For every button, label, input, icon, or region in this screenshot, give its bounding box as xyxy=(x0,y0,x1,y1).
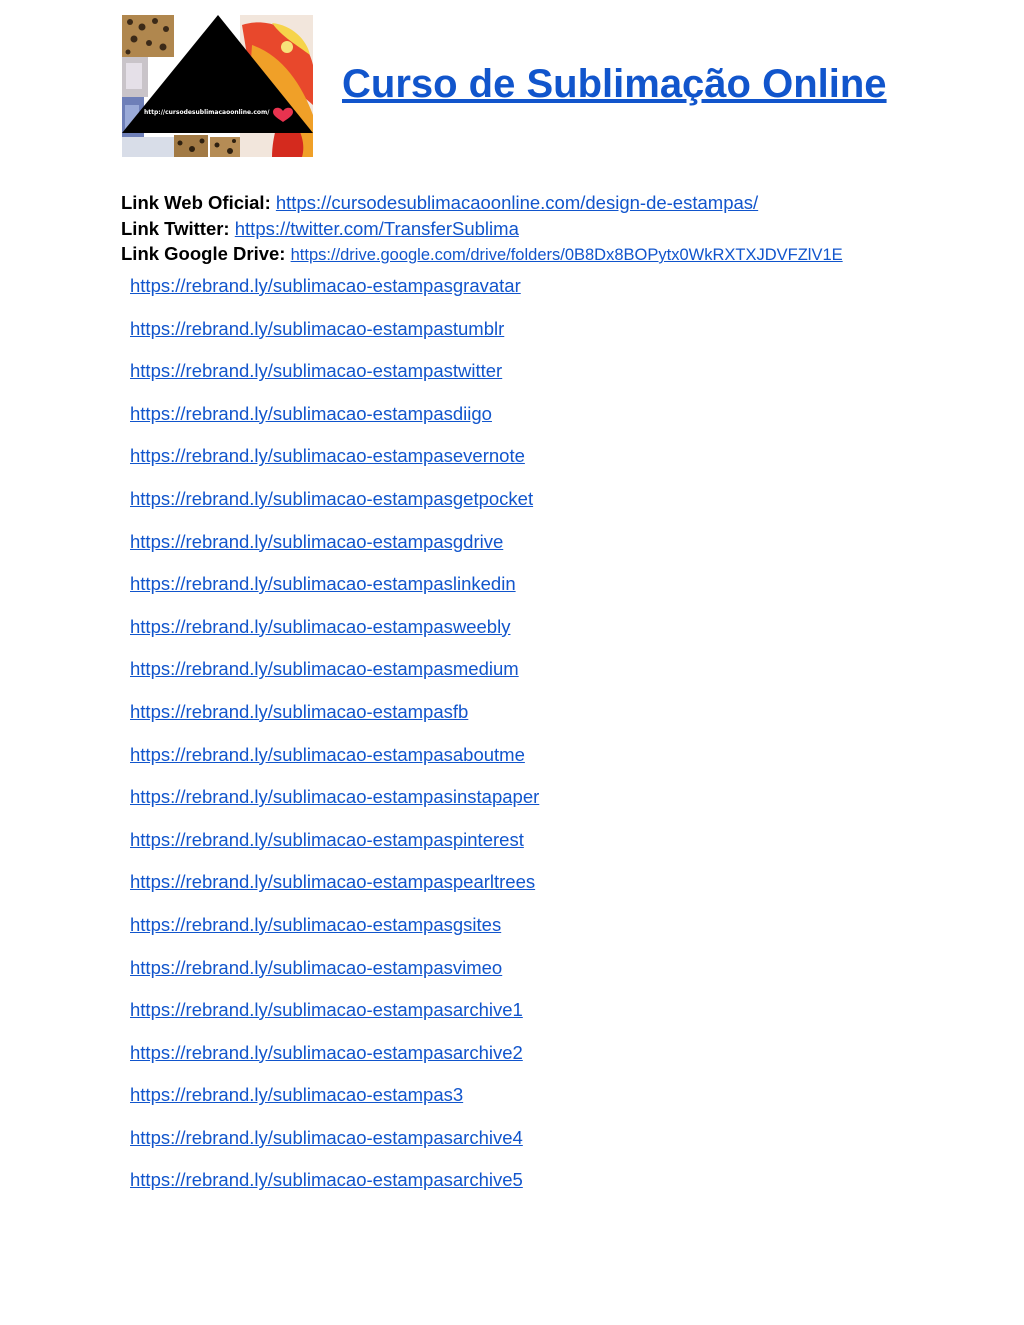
rebrand-link-vimeo[interactable]: https://rebrand.ly/sublimacao-estampasvimeo xyxy=(130,956,503,978)
link-list xyxy=(130,273,539,1210)
list-item xyxy=(130,401,539,444)
google-drive-label: Link Google Drive: xyxy=(121,243,286,264)
twitter-line xyxy=(121,216,1001,242)
rebrand-link-getpocket[interactable]: https://rebrand.ly/sublimacao-estampasgetpocket xyxy=(130,487,534,509)
list-item xyxy=(130,997,539,1040)
google-drive-line xyxy=(121,241,1001,269)
list-item xyxy=(130,614,539,657)
list-item xyxy=(130,1040,539,1083)
list-item xyxy=(130,443,539,486)
rebrand-link-pinterest[interactable]: https://rebrand.ly/sublimacao-estampaspinterest xyxy=(130,828,524,850)
list-item xyxy=(130,529,539,572)
page-title xyxy=(342,60,887,108)
logo-url-text: http://cursodesublimacaoonline.com/ xyxy=(144,109,270,116)
list-item xyxy=(130,571,539,614)
rebrand-link-medium[interactable]: https://rebrand.ly/sublimacao-estampasmedium xyxy=(130,658,519,680)
rebrand-link-pearltrees[interactable]: https://rebrand.ly/sublimacao-estampaspearltrees xyxy=(130,871,536,893)
page-title-link[interactable]: Curso de Sublimação Online xyxy=(342,62,887,106)
rebrand-link-aboutme[interactable]: https://rebrand.ly/sublimacao-estampasaboutme xyxy=(130,743,525,765)
rebrand-link-archive4[interactable]: https://rebrand.ly/sublimacao-estampasarchive4 xyxy=(130,1126,523,1148)
rebrand-link-archive2[interactable]: https://rebrand.ly/sublimacao-estampasarchive2 xyxy=(130,1041,523,1063)
list-item xyxy=(130,869,539,912)
logo-collage xyxy=(122,15,313,157)
list-item xyxy=(130,656,539,699)
twitter-link[interactable]: https://twitter.com/TransferSublima xyxy=(234,217,519,239)
rebrand-link-weebly[interactable]: https://rebrand.ly/sublimacao-estampasweebly xyxy=(130,615,511,637)
google-drive-link[interactable]: https://drive.google.com/drive/folders/0B8Dx8BOPytx0WkRXTXJDVFZlV1E xyxy=(290,246,843,264)
official-site-line xyxy=(121,190,1001,216)
rebrand-link-gsites[interactable]: https://rebrand.ly/sublimacao-estampasgsites xyxy=(130,913,502,935)
info-links xyxy=(121,190,1001,269)
list-item xyxy=(130,912,539,955)
official-site-link[interactable]: https://cursodesublimacaoonline.com/design-de-estampas/ xyxy=(275,192,759,213)
rebrand-link-instapaper[interactable]: https://rebrand.ly/sublimacao-estampasinstapaper xyxy=(130,786,540,808)
list-item xyxy=(130,358,539,401)
rebrand-link-fb[interactable]: https://rebrand.ly/sublimacao-estampasfb xyxy=(130,700,469,722)
rebrand-link-tumblr[interactable]: https://rebrand.ly/sublimacao-estampastumblr xyxy=(130,317,505,339)
course-logo xyxy=(122,15,313,157)
rebrand-link-gravatar[interactable]: https://rebrand.ly/sublimacao-estampasgravatar xyxy=(130,275,521,296)
list-item xyxy=(130,1167,539,1210)
list-item xyxy=(130,486,539,529)
list-item xyxy=(130,699,539,742)
rebrand-link-gdrive[interactable]: https://rebrand.ly/sublimacao-estampasgdrive xyxy=(130,530,504,552)
list-item xyxy=(130,316,539,359)
list-item xyxy=(130,955,539,998)
list-item xyxy=(130,273,539,316)
rebrand-link-twitter[interactable]: https://rebrand.ly/sublimacao-estampastwitter xyxy=(130,360,503,382)
twitter-label: Link Twitter: xyxy=(121,217,230,239)
list-item xyxy=(130,784,539,827)
official-site-label: Link Web Oficial: xyxy=(121,192,271,213)
rebrand-link-linkedin[interactable]: https://rebrand.ly/sublimacao-estampaslinkedin xyxy=(130,573,516,595)
rebrand-link-archive1[interactable]: https://rebrand.ly/sublimacao-estampasarchive1 xyxy=(130,999,523,1021)
list-item xyxy=(130,827,539,870)
rebrand-link-archive5[interactable]: https://rebrand.ly/sublimacao-estampasarchive5 xyxy=(130,1169,523,1191)
rebrand-link-diigo[interactable]: https://rebrand.ly/sublimacao-estampasdiigo xyxy=(130,402,492,424)
rebrand-link-evernote[interactable]: https://rebrand.ly/sublimacao-estampasevernote xyxy=(130,445,525,467)
rebrand-link-estampas3[interactable]: https://rebrand.ly/sublimacao-estampas3 xyxy=(130,1084,464,1106)
list-item xyxy=(130,742,539,785)
list-item xyxy=(130,1125,539,1168)
list-item xyxy=(130,1082,539,1125)
